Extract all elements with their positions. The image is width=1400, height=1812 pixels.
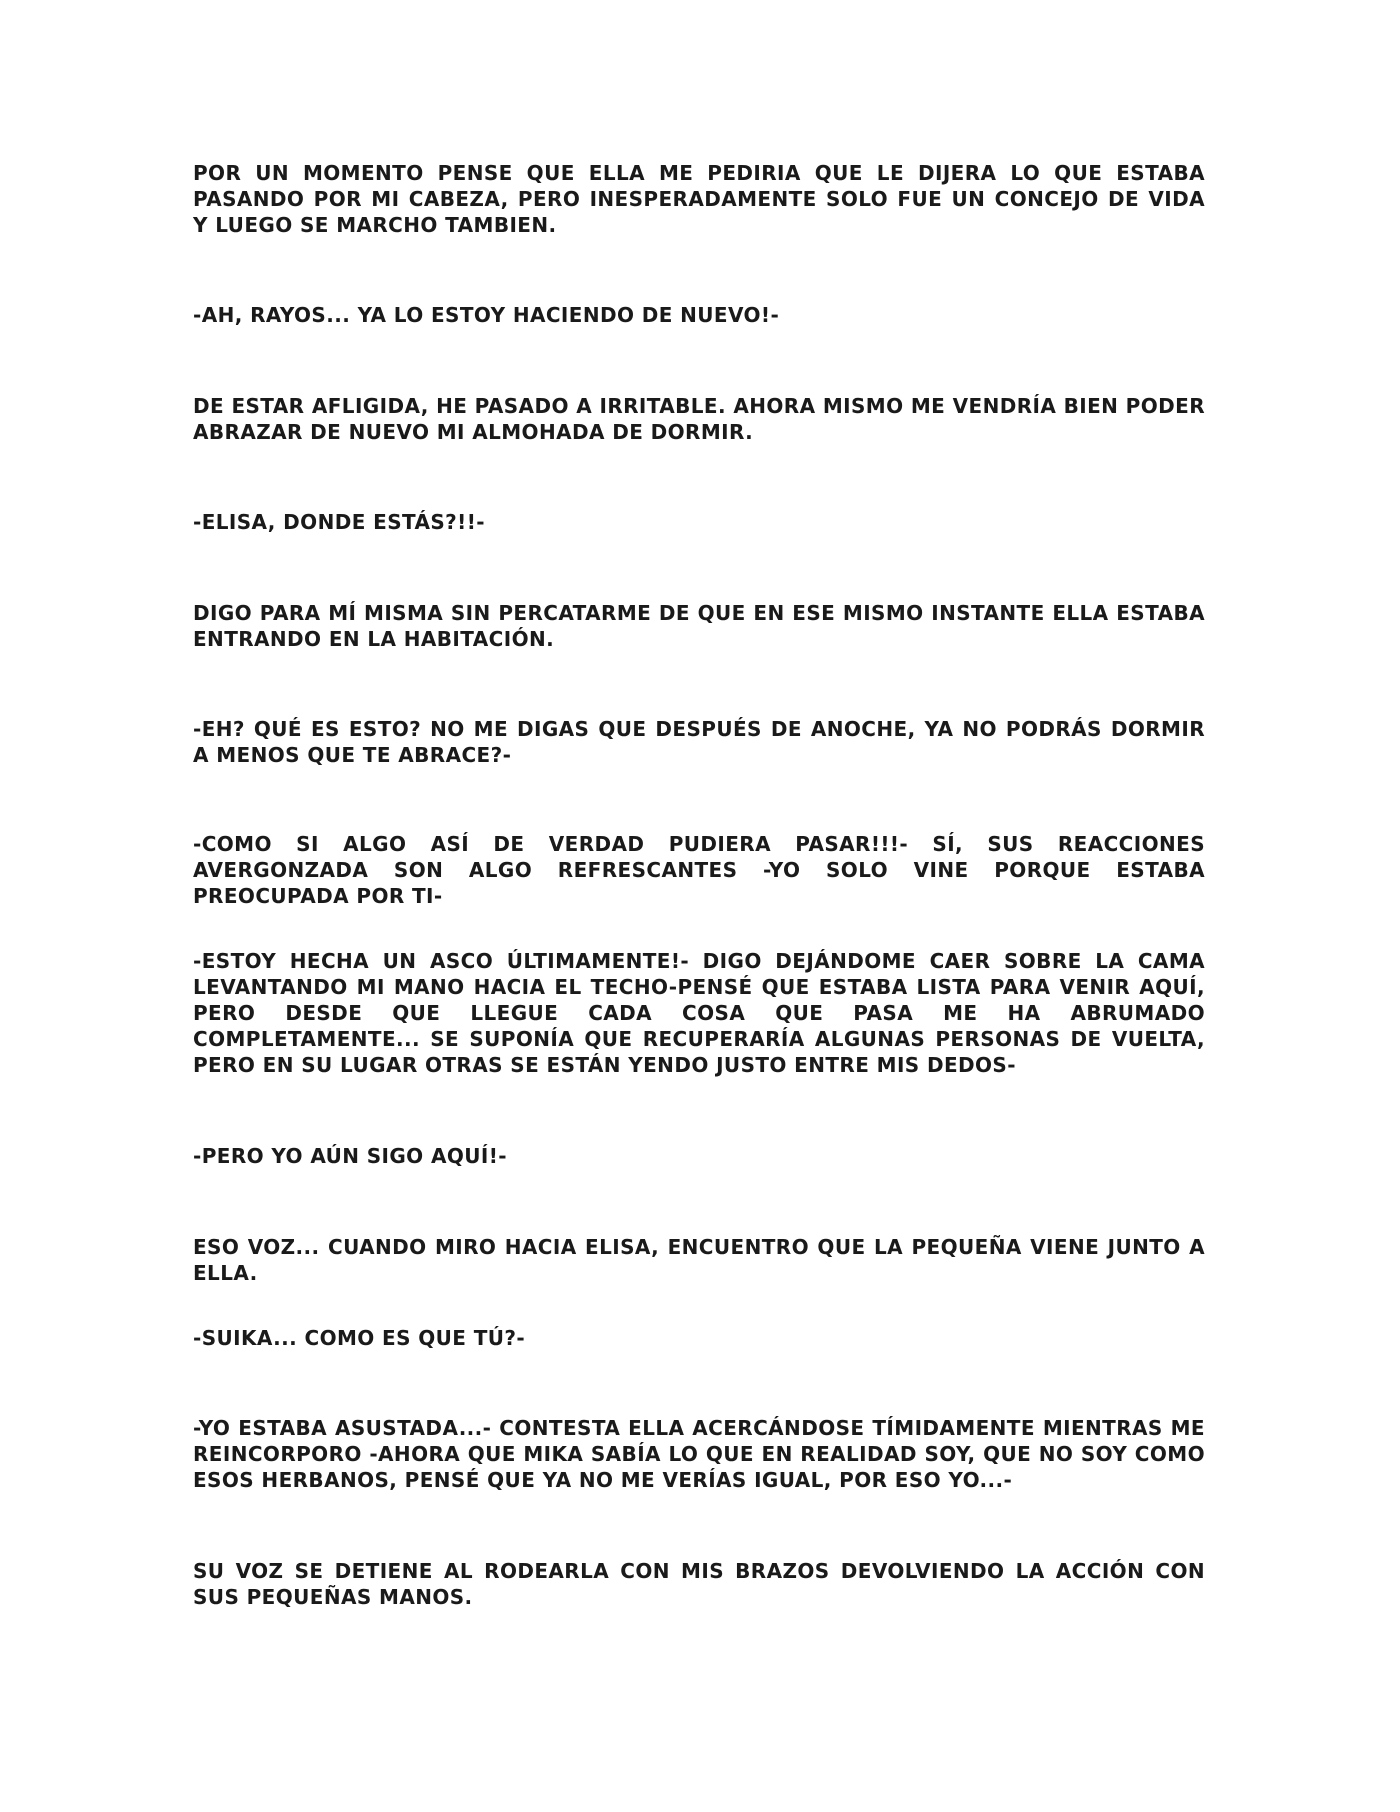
dialogue-line: -PERO YO AÚN SIGO AQUÍ!-	[193, 1144, 507, 1168]
paragraph: SU VOZ SE DETIENE AL RODEARLA CON MIS BRAZOS DEVOLVIENDO LA ACCIÓN CON SUS PEQUEÑAS MANOS.	[193, 1559, 1205, 1609]
dialogue-line: -COMO SI ALGO ASÍ DE VERDAD PUDIERA PASAR!!!- SÍ, SUS REACCIONES AVERGONZADA SON ALGO REFRESCANTES -YO SOLO VINE PORQUE ESTABA PREOCUPADA POR TI-	[193, 832, 1205, 908]
dialogue-line: -SUIKA... COMO ES QUE TÚ?-	[193, 1326, 526, 1350]
paragraph: POR UN MOMENTO PENSE QUE ELLA ME PEDIRIA QUE LE DIJERA LO QUE ESTABA PASANDO POR MI CABEZA, PERO INESPERADAMENTE SOLO FUE UN CONCEJO DE VIDA Y LUEGO SE MARCHO TAMBIEN.	[193, 161, 1205, 237]
dialogue-line: -ESTOY HECHA UN ASCO ÚLTIMAMENTE!- DIGO DEJÁNDOME CAER SOBRE LA CAMA LEVANTANDO MI MANO HACIA EL TECHO-PENSÉ QUE ESTABA LISTA PARA VENIR AQUÍ, PERO DESDE QUE LLEGUE CADA COSA QUE PASA ME HA ABRUMADO COMPLETAMENTE... SE SUPONÍA QUE RECUPERARÍA ALGUNAS PERSONAS DE VUELTA, PERO EN SU LUGAR OTRAS SE ESTÁN YENDO JUSTO ENTRE MIS DEDOS-	[193, 949, 1205, 1077]
dialogue-line: -ELISA, DONDE ESTÁS?!!-	[193, 510, 485, 534]
paragraph: ESO VOZ... CUANDO MIRO HACIA ELISA, ENCUENTRO QUE LA PEQUEÑA VIENE JUNTO A ELLA.	[193, 1235, 1205, 1285]
dialogue-line: -AH, RAYOS... YA LO ESTOY HACIENDO DE NUEVO!-	[193, 303, 780, 327]
paragraph: DE ESTAR AFLIGIDA, HE PASADO A IRRITABLE. AHORA MISMO ME VENDRÍA BIEN PODER ABRAZAR DE NUEVO MI ALMOHADA DE DORMIR.	[193, 394, 1205, 444]
dialogue-line: -YO ESTABA ASUSTADA...- CONTESTA ELLA ACERCÁNDOSE TÍMIDAMENTE MIENTRAS ME REINCORPORO -AHORA QUE MIKA SABÍA LO QUE EN REALIDAD SOY, QUE NO SOY COMO ESOS HERBANOS, PENSÉ QUE YA NO ME VERÍAS IGUAL, POR ESO YO...-	[193, 1416, 1205, 1492]
paragraph: DIGO PARA MÍ MISMA SIN PERCATARME DE QUE EN ESE MISMO INSTANTE ELLA ESTABA ENTRANDO EN LA HABITACIÓN.	[193, 601, 1205, 651]
dialogue-line: -EH? QUÉ ES ESTO? NO ME DIGAS QUE DESPUÉS DE ANOCHE, YA NO PODRÁS DORMIR A MENOS QUE TE ABRACE?-	[193, 717, 1205, 767]
